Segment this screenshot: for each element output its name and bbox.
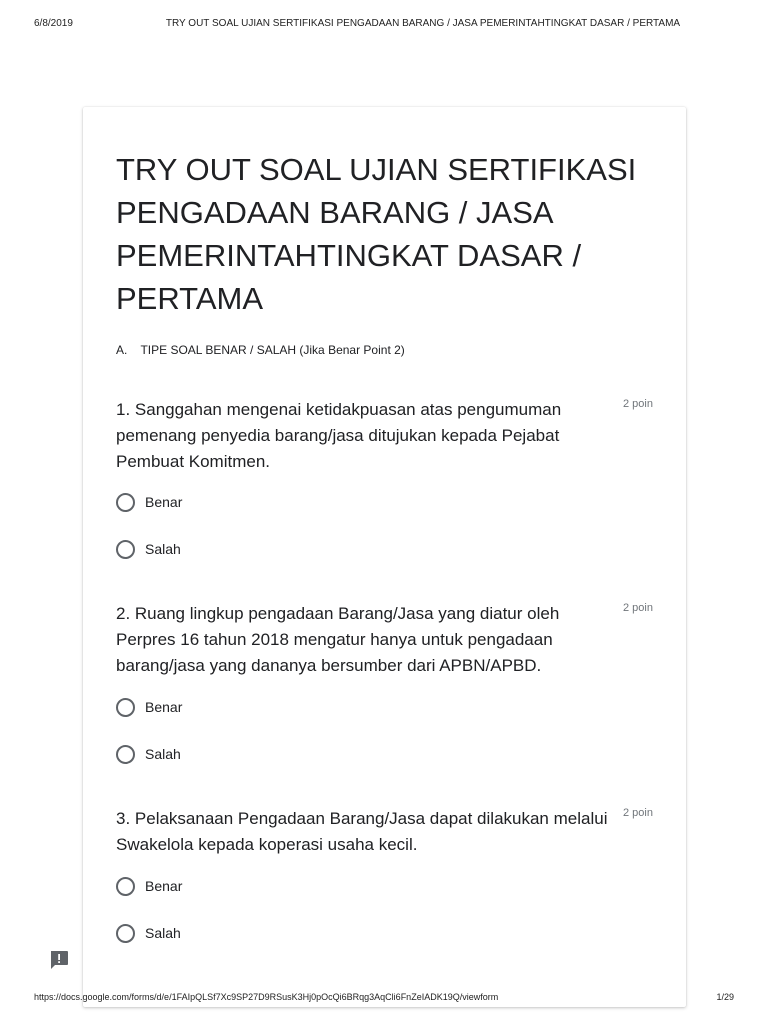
print-header bbox=[0, 18, 768, 32]
option-salah[interactable] bbox=[116, 539, 181, 559]
section-description: A. TIPE SOAL BENAR / SALAH (Jika Benar Point 2) bbox=[116, 343, 405, 357]
option-benar[interactable] bbox=[116, 697, 182, 717]
radio-button[interactable] bbox=[116, 698, 135, 717]
print-footer bbox=[0, 992, 768, 1006]
option-benar[interactable] bbox=[116, 492, 182, 512]
option-label: Benar bbox=[145, 699, 183, 715]
radio-button[interactable] bbox=[116, 540, 135, 559]
radio-button[interactable] bbox=[116, 493, 135, 512]
print-page-number: 1/29 bbox=[716, 992, 734, 1002]
option-label: Benar bbox=[145, 494, 183, 510]
radio-button[interactable] bbox=[116, 924, 135, 943]
feedback-icon-svg bbox=[48, 949, 70, 971]
form-card bbox=[83, 107, 686, 1007]
print-title: TRY OUT SOAL UJIAN SERTIFIKASI PENGADAAN BARANG / JASA PEMERINTAHTINGKAT DASAR / PERTAMA bbox=[165, 18, 681, 29]
option-benar[interactable] bbox=[116, 876, 182, 896]
radio-button[interactable] bbox=[116, 877, 135, 896]
option-label: Benar bbox=[145, 878, 183, 894]
option-salah[interactable] bbox=[116, 744, 181, 764]
print-url: https://docs.google.com/forms/d/e/1FAIpQLSf7Xc9SP27D9RSusK3Hj0pOcQi6BRqg3AqCli6FnZeIADK19Q/viewform bbox=[34, 992, 499, 1002]
print-date: 6/8/2019 bbox=[34, 18, 73, 29]
radio-button[interactable] bbox=[116, 745, 135, 764]
feedback-icon[interactable] bbox=[48, 949, 70, 971]
question-text: 1. Sanggahan mengenai ketidakpuasan atas pengumuman pemenang penyedia barang/jasa ditujukan kepada Pejabat Pembuat Komitmen. bbox=[116, 400, 562, 471]
question-text: 2. Ruang lingkup pengadaan Barang/Jasa yang diatur oleh Perpres 16 tahun 2018 mengatur hanya untuk pengadaan barang/jasa yang dananya bersumber dari APBN/APBD. bbox=[116, 604, 560, 675]
option-label: Salah bbox=[145, 746, 181, 762]
option-label: Salah bbox=[145, 541, 181, 557]
question-text: 3. Pelaksanaan Pengadaan Barang/Jasa dapat dilakukan melalui Swakelola kepada koperasi usaha kecil. bbox=[116, 809, 608, 854]
question-points: 2 poin bbox=[623, 602, 653, 614]
question-points: 2 poin bbox=[623, 807, 653, 819]
option-salah[interactable] bbox=[116, 923, 181, 943]
form-title: TRY OUT SOAL UJIAN SERTIFIKASI PENGADAAN BARANG / JASA PEMERINTAHTINGKAT DASAR / PERTAMA bbox=[116, 152, 637, 316]
option-label: Salah bbox=[145, 925, 181, 941]
question-points: 2 poin bbox=[623, 398, 653, 410]
